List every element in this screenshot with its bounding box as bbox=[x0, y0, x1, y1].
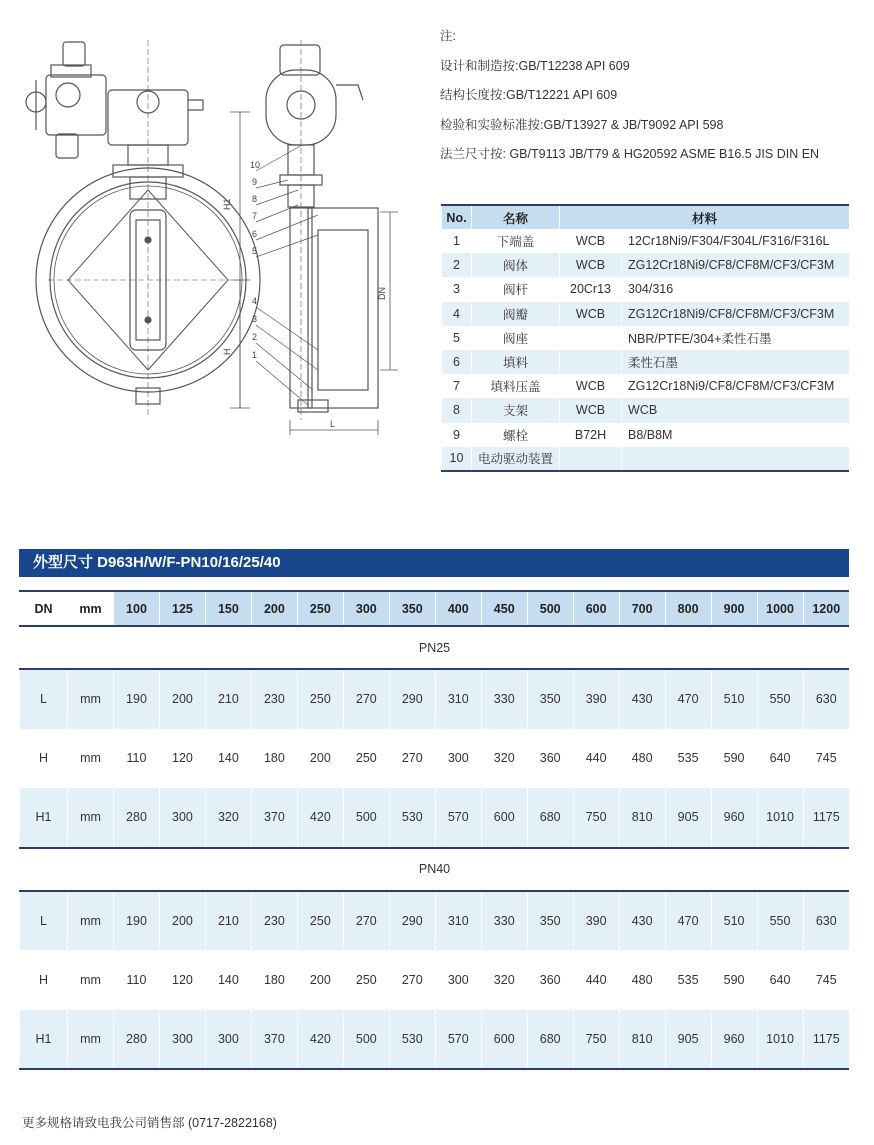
note-test-standard: 检验和实验标准按:GB/T13927 & JB/T9092 API 598 bbox=[440, 117, 724, 132]
pressure-class-label: PN40 bbox=[20, 848, 850, 891]
dimension-value: 330 bbox=[481, 669, 527, 729]
material-alternative: ZG12Cr18Ni9/CF8/CF8M/CF3/CF3M bbox=[622, 374, 850, 398]
header-size: 150 bbox=[205, 591, 251, 626]
dimension-unit: mm bbox=[68, 788, 114, 848]
dimension-value: 290 bbox=[389, 891, 435, 951]
dimension-value: 320 bbox=[481, 950, 527, 1010]
dimension-unit: mm bbox=[68, 729, 114, 789]
header-size: 450 bbox=[481, 591, 527, 626]
material-primary bbox=[560, 447, 622, 471]
dimension-value: 1010 bbox=[757, 788, 803, 848]
dimension-value: 550 bbox=[757, 891, 803, 951]
dimension-value: 680 bbox=[527, 1010, 573, 1070]
pressure-class-label: PN25 bbox=[20, 626, 850, 669]
material-alternative: 304/316 bbox=[622, 277, 850, 301]
header-size: 125 bbox=[159, 591, 205, 626]
material-row bbox=[442, 229, 850, 253]
header-unit: mm bbox=[68, 591, 114, 626]
header-size: 350 bbox=[389, 591, 435, 626]
dimension-value: 270 bbox=[343, 669, 389, 729]
dimension-name: H1 bbox=[20, 788, 68, 848]
material-primary: 20Cr13 bbox=[560, 277, 622, 301]
dimension-row bbox=[20, 669, 850, 729]
material-row bbox=[442, 398, 850, 422]
dimension-name: L bbox=[20, 669, 68, 729]
valve-drawing bbox=[18, 30, 438, 450]
header-size: 200 bbox=[251, 591, 297, 626]
callout: 4 bbox=[252, 296, 258, 306]
material-no: 4 bbox=[442, 302, 472, 326]
dimension-value: 530 bbox=[389, 1010, 435, 1070]
dim-dn-label: DN bbox=[377, 287, 387, 300]
header-size: 1000 bbox=[757, 591, 803, 626]
material-name: 支架 bbox=[472, 398, 560, 422]
dimension-value: 440 bbox=[573, 950, 619, 1010]
header-no: No. bbox=[442, 205, 472, 229]
material-row bbox=[442, 326, 850, 350]
dimension-name: H bbox=[20, 950, 68, 1010]
callout: 1 bbox=[252, 350, 258, 360]
pressure-class-row bbox=[20, 626, 850, 669]
header-size: 900 bbox=[711, 591, 757, 626]
header-size: 400 bbox=[435, 591, 481, 626]
dimension-value: 110 bbox=[114, 729, 160, 789]
dimension-name: H1 bbox=[20, 1010, 68, 1070]
dimension-value: 500 bbox=[343, 788, 389, 848]
dimension-value: 960 bbox=[711, 788, 757, 848]
dimension-value: 210 bbox=[205, 891, 251, 951]
dimension-value: 750 bbox=[573, 788, 619, 848]
material-name: 螺栓 bbox=[472, 423, 560, 447]
material-row bbox=[442, 277, 850, 301]
dimension-value: 120 bbox=[159, 950, 205, 1010]
material-name: 电动驱动装置 bbox=[472, 447, 560, 471]
dimension-value: 1010 bbox=[757, 1010, 803, 1070]
material-name: 下端盖 bbox=[472, 229, 560, 253]
callout: 9 bbox=[252, 177, 258, 187]
dimension-value: 300 bbox=[435, 950, 481, 1010]
dimension-value: 270 bbox=[389, 729, 435, 789]
material-alternative: B8/B8M bbox=[622, 423, 850, 447]
dimension-value: 640 bbox=[757, 950, 803, 1010]
material-primary: WCB bbox=[560, 374, 622, 398]
dimension-row bbox=[20, 788, 850, 848]
material-alternative: ZG12Cr18Ni9/CF8/CF8M/CF3/CF3M bbox=[622, 302, 850, 326]
dimension-value: 270 bbox=[389, 950, 435, 1010]
dimension-value: 1175 bbox=[803, 788, 849, 848]
dimension-value: 290 bbox=[389, 669, 435, 729]
dimension-value: 230 bbox=[251, 891, 297, 951]
header-size: 300 bbox=[343, 591, 389, 626]
material-name: 阀瓣 bbox=[472, 302, 560, 326]
dimension-value: 630 bbox=[803, 891, 849, 951]
material-primary: WCB bbox=[560, 398, 622, 422]
header-size: 250 bbox=[297, 591, 343, 626]
dimension-value: 300 bbox=[205, 1010, 251, 1070]
header-material: 材料 bbox=[560, 205, 850, 229]
dim-h-label: H bbox=[222, 348, 232, 355]
dimension-value: 905 bbox=[665, 1010, 711, 1070]
dimension-value: 270 bbox=[343, 891, 389, 951]
header-dn: DN bbox=[20, 591, 68, 626]
dimension-value: 200 bbox=[159, 669, 205, 729]
dimension-value: 810 bbox=[619, 788, 665, 848]
dimension-value: 590 bbox=[711, 729, 757, 789]
dimension-value: 140 bbox=[205, 729, 251, 789]
material-no: 8 bbox=[442, 398, 472, 422]
dimension-value: 470 bbox=[665, 669, 711, 729]
callout: 8 bbox=[252, 194, 258, 204]
dimension-value: 510 bbox=[711, 669, 757, 729]
dimension-value: 330 bbox=[481, 891, 527, 951]
material-no: 3 bbox=[442, 277, 472, 301]
dimension-value: 210 bbox=[205, 669, 251, 729]
material-primary bbox=[560, 326, 622, 350]
material-no: 6 bbox=[442, 350, 472, 374]
dimension-value: 120 bbox=[159, 729, 205, 789]
dimension-value: 630 bbox=[803, 669, 849, 729]
dimension-value: 370 bbox=[251, 788, 297, 848]
dimension-value: 745 bbox=[803, 729, 849, 789]
dimension-value: 440 bbox=[573, 729, 619, 789]
material-primary: WCB bbox=[560, 229, 622, 253]
dimension-value: 1175 bbox=[803, 1010, 849, 1070]
dimension-unit: mm bbox=[68, 950, 114, 1010]
dimension-value: 550 bbox=[757, 669, 803, 729]
callout: 10 bbox=[250, 160, 261, 170]
dimension-value: 480 bbox=[619, 950, 665, 1010]
dimension-value: 390 bbox=[573, 669, 619, 729]
dimension-row bbox=[20, 891, 850, 951]
dimension-value: 680 bbox=[527, 788, 573, 848]
front-view bbox=[26, 40, 260, 415]
material-no: 9 bbox=[442, 423, 472, 447]
dimension-value: 300 bbox=[159, 1010, 205, 1070]
dimension-value: 250 bbox=[297, 669, 343, 729]
material-no: 10 bbox=[442, 447, 472, 471]
dimension-name: L bbox=[20, 891, 68, 951]
dimension-unit: mm bbox=[68, 669, 114, 729]
material-name: 阀杆 bbox=[472, 277, 560, 301]
dimension-value: 350 bbox=[527, 891, 573, 951]
dimension-value: 535 bbox=[665, 950, 711, 1010]
material-primary: B72H bbox=[560, 423, 622, 447]
note-flange-standard: 法兰尺寸按: GB/T9113 JB/T79 & HG20592 ASME B16.5 JIS DIN EN bbox=[440, 147, 820, 161]
material-alternative: ZG12Cr18Ni9/CF8/CF8M/CF3/CF3M bbox=[622, 253, 850, 277]
dimension-name: H bbox=[20, 729, 68, 789]
dimension-value: 180 bbox=[251, 950, 297, 1010]
dimension-value: 200 bbox=[297, 950, 343, 1010]
material-row bbox=[442, 253, 850, 277]
material-primary: WCB bbox=[560, 253, 622, 277]
dimension-value: 320 bbox=[205, 788, 251, 848]
material-row bbox=[442, 447, 850, 471]
dimension-value: 810 bbox=[619, 1010, 665, 1070]
note-length-standard: 结构长度按:GB/T12221 API 609 bbox=[440, 88, 618, 102]
material-no: 5 bbox=[442, 326, 472, 350]
header-size: 800 bbox=[665, 591, 711, 626]
material-name: 阀体 bbox=[472, 253, 560, 277]
dimension-value: 360 bbox=[527, 729, 573, 789]
dimension-value: 640 bbox=[757, 729, 803, 789]
dimensions-header-row bbox=[20, 591, 850, 626]
dimension-value: 250 bbox=[343, 950, 389, 1010]
material-row bbox=[442, 374, 850, 398]
dimension-value: 590 bbox=[711, 950, 757, 1010]
dimension-value: 310 bbox=[435, 669, 481, 729]
dimension-value: 600 bbox=[481, 788, 527, 848]
dimension-value: 430 bbox=[619, 669, 665, 729]
dimension-value: 430 bbox=[619, 891, 665, 951]
dimension-value: 745 bbox=[803, 950, 849, 1010]
callout: 5 bbox=[252, 246, 258, 256]
materials-table bbox=[441, 204, 849, 472]
material-alternative: 柔性石墨 bbox=[622, 350, 850, 374]
dimension-value: 470 bbox=[665, 891, 711, 951]
dimension-value: 905 bbox=[665, 788, 711, 848]
material-name: 填料压盖 bbox=[472, 374, 560, 398]
dimension-value: 230 bbox=[251, 669, 297, 729]
material-row bbox=[442, 423, 850, 447]
material-primary bbox=[560, 350, 622, 374]
material-primary: WCB bbox=[560, 302, 622, 326]
dim-l-label: L bbox=[330, 419, 336, 429]
dimension-value: 140 bbox=[205, 950, 251, 1010]
material-no: 2 bbox=[442, 253, 472, 277]
side-view bbox=[250, 40, 398, 435]
notes-title: 注: bbox=[440, 29, 456, 43]
header-name: 名称 bbox=[472, 205, 560, 229]
dimension-value: 280 bbox=[114, 1010, 160, 1070]
dimension-value: 500 bbox=[343, 1010, 389, 1070]
dimension-row bbox=[20, 950, 850, 1010]
dimension-value: 600 bbox=[481, 1010, 527, 1070]
material-no: 1 bbox=[442, 229, 472, 253]
dimension-unit: mm bbox=[68, 1010, 114, 1070]
dimension-value: 360 bbox=[527, 950, 573, 1010]
callout: 6 bbox=[252, 229, 258, 239]
dimension-unit: mm bbox=[68, 891, 114, 951]
note-design-standard: 设计和制造按:GB/T12238 API 609 bbox=[440, 58, 630, 73]
dimension-value: 180 bbox=[251, 729, 297, 789]
dimension-value: 510 bbox=[711, 891, 757, 951]
header-size: 100 bbox=[114, 591, 160, 626]
material-row bbox=[442, 302, 850, 326]
dimensions-title: 外型尺寸 D963H/W/F-PN10/16/25/40 bbox=[19, 549, 849, 577]
dimension-value: 420 bbox=[297, 788, 343, 848]
header-size: 600 bbox=[573, 591, 619, 626]
dimension-value: 480 bbox=[619, 729, 665, 789]
dimension-value: 390 bbox=[573, 891, 619, 951]
footer-contact: 更多规格请致电我公司销售部 (0717-2822168) bbox=[22, 1116, 277, 1130]
notes bbox=[440, 26, 860, 174]
dimension-value: 190 bbox=[114, 891, 160, 951]
dimensions-table bbox=[19, 590, 849, 1070]
dimension-row bbox=[20, 1010, 850, 1070]
material-alternative bbox=[622, 447, 850, 471]
dimension-value: 350 bbox=[527, 669, 573, 729]
materials-header-row bbox=[442, 205, 850, 229]
dimension-value: 200 bbox=[159, 891, 205, 951]
material-name: 填料 bbox=[472, 350, 560, 374]
dimension-value: 570 bbox=[435, 788, 481, 848]
material-alternative: WCB bbox=[622, 398, 850, 422]
dimension-row bbox=[20, 729, 850, 789]
dimension-value: 310 bbox=[435, 891, 481, 951]
pressure-class-row bbox=[20, 848, 850, 891]
dimension-value: 250 bbox=[343, 729, 389, 789]
dimension-value: 280 bbox=[114, 788, 160, 848]
dimension-value: 535 bbox=[665, 729, 711, 789]
header-size: 1200 bbox=[803, 591, 849, 626]
dimension-value: 300 bbox=[435, 729, 481, 789]
callout: 2 bbox=[252, 332, 258, 342]
dimension-value: 110 bbox=[114, 950, 160, 1010]
material-alternative: 12Cr18Ni9/F304/F304L/F316/F316L bbox=[622, 229, 850, 253]
material-row bbox=[442, 350, 850, 374]
dimension-value: 320 bbox=[481, 729, 527, 789]
callout: 3 bbox=[252, 314, 258, 324]
dimension-value: 750 bbox=[573, 1010, 619, 1070]
dimension-value: 250 bbox=[297, 891, 343, 951]
material-alternative: NBR/PTFE/304+柔性石墨 bbox=[622, 326, 850, 350]
callout: 7 bbox=[252, 211, 258, 221]
dim-h1-label: H1 bbox=[222, 198, 232, 210]
dimension-value: 960 bbox=[711, 1010, 757, 1070]
material-no: 7 bbox=[442, 374, 472, 398]
dimension-value: 530 bbox=[389, 788, 435, 848]
dimension-value: 200 bbox=[297, 729, 343, 789]
dimension-value: 190 bbox=[114, 669, 160, 729]
dimension-value: 300 bbox=[159, 788, 205, 848]
header-size: 500 bbox=[527, 591, 573, 626]
material-name: 阀座 bbox=[472, 326, 560, 350]
header-size: 700 bbox=[619, 591, 665, 626]
dimension-value: 370 bbox=[251, 1010, 297, 1070]
dimension-value: 420 bbox=[297, 1010, 343, 1070]
dimension-value: 570 bbox=[435, 1010, 481, 1070]
